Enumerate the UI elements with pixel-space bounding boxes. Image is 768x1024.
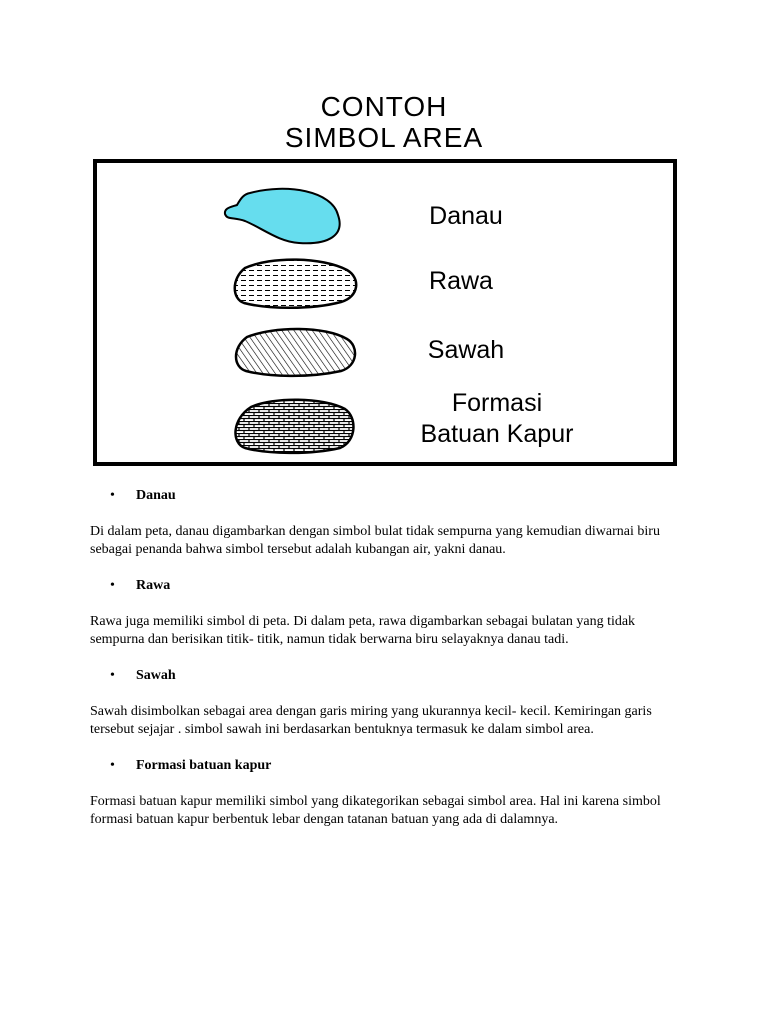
rice-field-icon <box>236 329 355 376</box>
section-heading-text: Sawah <box>136 668 176 683</box>
figure-title-line-2: SIMBOL AREA <box>284 122 484 153</box>
bullet-icon: • <box>110 758 115 773</box>
legend-label-formasi-2: Batuan Kapur <box>420 420 574 448</box>
section-heading-text: Rawa <box>136 578 171 593</box>
legend-label-sawah: Sawah <box>427 336 505 364</box>
swamp-icon <box>235 260 356 308</box>
lake-icon <box>225 189 340 243</box>
legend-label-formasi-1: Formasi <box>451 389 543 417</box>
legend-symbols <box>97 163 673 462</box>
section-heading-formasi <box>110 757 271 775</box>
bullet-icon: • <box>110 668 115 683</box>
legend-box <box>93 159 677 466</box>
legend-label-rawa: Rawa <box>429 267 493 295</box>
section-heading-rawa <box>110 577 170 595</box>
limestone-icon <box>235 400 353 453</box>
section-heading-text: Danau <box>136 488 176 503</box>
section-body-rawa: Rawa juga memiliki simbol di peta. Di dalam peta, rawa digambarkan sebagai bulatan yang tidak sempurna dan berisikan titik- titik, namun tidak berwarna biru selayaknya danau tadi. <box>90 614 636 647</box>
figure-title-line-1: CONTOH <box>320 91 448 122</box>
bullet-icon: • <box>110 578 115 593</box>
section-heading-danau <box>110 487 176 505</box>
section-heading-sawah <box>110 667 176 685</box>
legend-label-danau: Danau <box>429 202 503 230</box>
section-body-danau: Di dalam peta, danau digambarkan dengan simbol bulat tidak sempurna yang kemudian diwarnai biru sebagai penanda bahwa simbol tersebut adalah kubangan air, yakni danau. <box>90 524 660 557</box>
section-heading-text: Formasi batuan kapur <box>136 758 272 773</box>
bullet-icon: • <box>110 488 115 503</box>
section-body-formasi: Formasi batuan kapur memiliki simbol yang dikategorikan sebagai simbol area. Hal ini karena simbol formasi batuan kapur berbentuk lebar dengan tatanan batuan yang ada di dalamnya. <box>90 794 661 827</box>
section-body-sawah: Sawah disimbolkan sebagai area dengan garis miring yang ukurannya kecil- kecil. Kemiringan garis tersebut sejajar . simbol sawah ini berdasarkan bentuknya termasuk ke dalam simbol area. <box>90 704 652 737</box>
